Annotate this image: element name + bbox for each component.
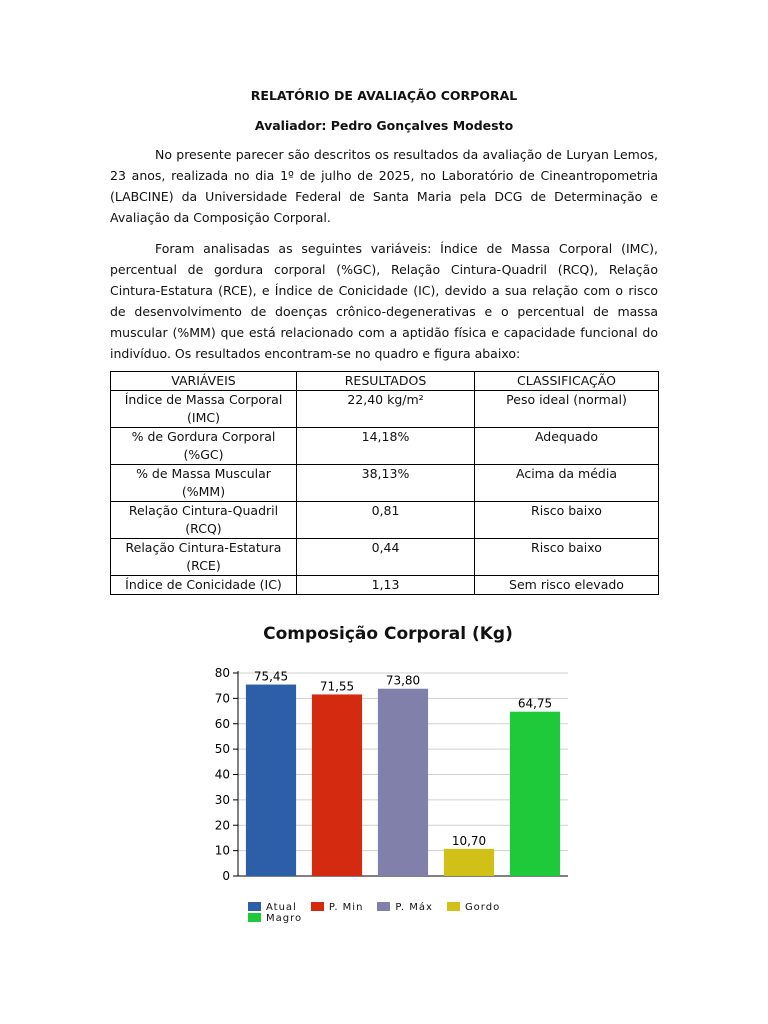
variable-cell: % de Massa Muscular (%MM) [111, 465, 297, 502]
result-cell: 22,40 kg/m² [297, 391, 475, 428]
results-table [110, 371, 659, 595]
y-tick-label: 10 [214, 843, 230, 858]
classification-cell: Risco baixo [475, 539, 659, 576]
legend-item [377, 902, 433, 913]
report-title: RELATÓRIO DE AVALIAÇÃO CORPORAL [250, 88, 518, 103]
legend-item [248, 913, 302, 924]
table-row [111, 391, 659, 428]
table-header-row [111, 372, 659, 391]
y-tick-label: 80 [214, 666, 230, 680]
legend-item [311, 902, 364, 913]
header-results: RESULTADOS [297, 372, 475, 391]
data-label: 73,80 [385, 673, 421, 688]
y-tick-label: 50 [214, 742, 230, 757]
result-cell: 38,13% [297, 465, 475, 502]
variables-paragraph: Foram analisadas as seguintes variáveis: Índice de Massa Corporal (IMC), percentual de gordura corporal (%GC), Relação Cintura-Quadril (RCQ), Relação Cintura-Estatura (RCE), e Índice de Conicidade (IC), devido a sua relação com o risco de desenvolvimento de doenças crônico-degenerativas e o percentual de massa muscular (%MM) que está relacionado com a aptidão física e capacidade funcional do indivíduo. Os resultados encontram-se no quadro e figura abaixo: [110, 241, 658, 361]
intro-paragraph: No presente parecer são descritos os resultados da avaliação de Luryan Lemos, 23 anos, realizada no dia 1º de julho de 2025, no Laboratório de Cineantropometria (LABCINE) da Universidade Federal de Santa Maria pela DCG de Determinação e Avaliação da Composição Corporal. [110, 147, 658, 225]
y-tick-label: 70 [214, 691, 230, 706]
chart-legend [248, 902, 578, 924]
data-label: 64,75 [517, 696, 553, 711]
report-page [110, 86, 658, 595]
legend-label: P. Min [328, 902, 364, 913]
body-composition-chart [200, 620, 580, 924]
chart-title: Composição Corporal (Kg) [263, 624, 513, 644]
legend-label: Atual [266, 902, 297, 913]
legend-swatch [248, 913, 261, 922]
classification-cell: Peso ideal (normal) [475, 391, 659, 428]
table-row [111, 576, 659, 595]
y-tick-label: 30 [214, 792, 230, 807]
legend-item [248, 902, 297, 913]
legend-label: Gordo [464, 902, 501, 913]
table-row [111, 428, 659, 465]
legend-swatch [248, 902, 261, 911]
y-tick-label: 60 [214, 716, 230, 731]
data-label: 75,45 [253, 669, 289, 684]
legend-swatch [311, 902, 324, 911]
header-classification: CLASSIFICAÇÃO [475, 372, 659, 391]
result-cell: 1,13 [297, 576, 475, 595]
classification-cell: Adequado [475, 428, 659, 465]
y-tick-label: 40 [214, 767, 230, 782]
legend-item [447, 902, 500, 913]
bar-atual [246, 685, 296, 876]
legend-swatch [377, 902, 390, 911]
data-label: 10,70 [451, 833, 487, 848]
table-row [111, 502, 659, 539]
legend-label: Magro [266, 913, 303, 924]
bar-chart-svg [200, 620, 580, 900]
y-tick-label: 20 [214, 818, 230, 833]
variable-cell: Relação Cintura-Quadril (RCQ) [111, 502, 297, 539]
evaluator-line: Avaliador: Pedro Gonçalves Modesto [254, 118, 514, 133]
result-cell: 0,81 [297, 502, 475, 539]
table-row [111, 539, 659, 576]
bar-gordo [444, 849, 494, 876]
result-cell: 14,18% [297, 428, 475, 465]
variable-cell: Relação Cintura-Estatura (RCE) [111, 539, 297, 576]
bar-magro [510, 712, 560, 876]
variable-cell: Índice de Massa Corporal (IMC) [111, 391, 297, 428]
y-tick-label: 0 [222, 869, 230, 883]
legend-label: P. Máx [395, 902, 433, 913]
data-label: 71,55 [319, 679, 355, 694]
variable-cell: % de Gordura Corporal (%GC) [111, 428, 297, 465]
bar-p-m-x [378, 689, 428, 876]
table-row [111, 465, 659, 502]
classification-cell: Risco baixo [475, 502, 659, 539]
legend-swatch [447, 902, 460, 911]
result-cell: 0,44 [297, 539, 475, 576]
variable-cell: Índice de Conicidade (IC) [111, 576, 297, 595]
header-variables: VARIÁVEIS [111, 372, 297, 391]
classification-cell: Sem risco elevado [475, 576, 659, 595]
bar-p-min [312, 694, 362, 876]
classification-cell: Acima da média [475, 465, 659, 502]
